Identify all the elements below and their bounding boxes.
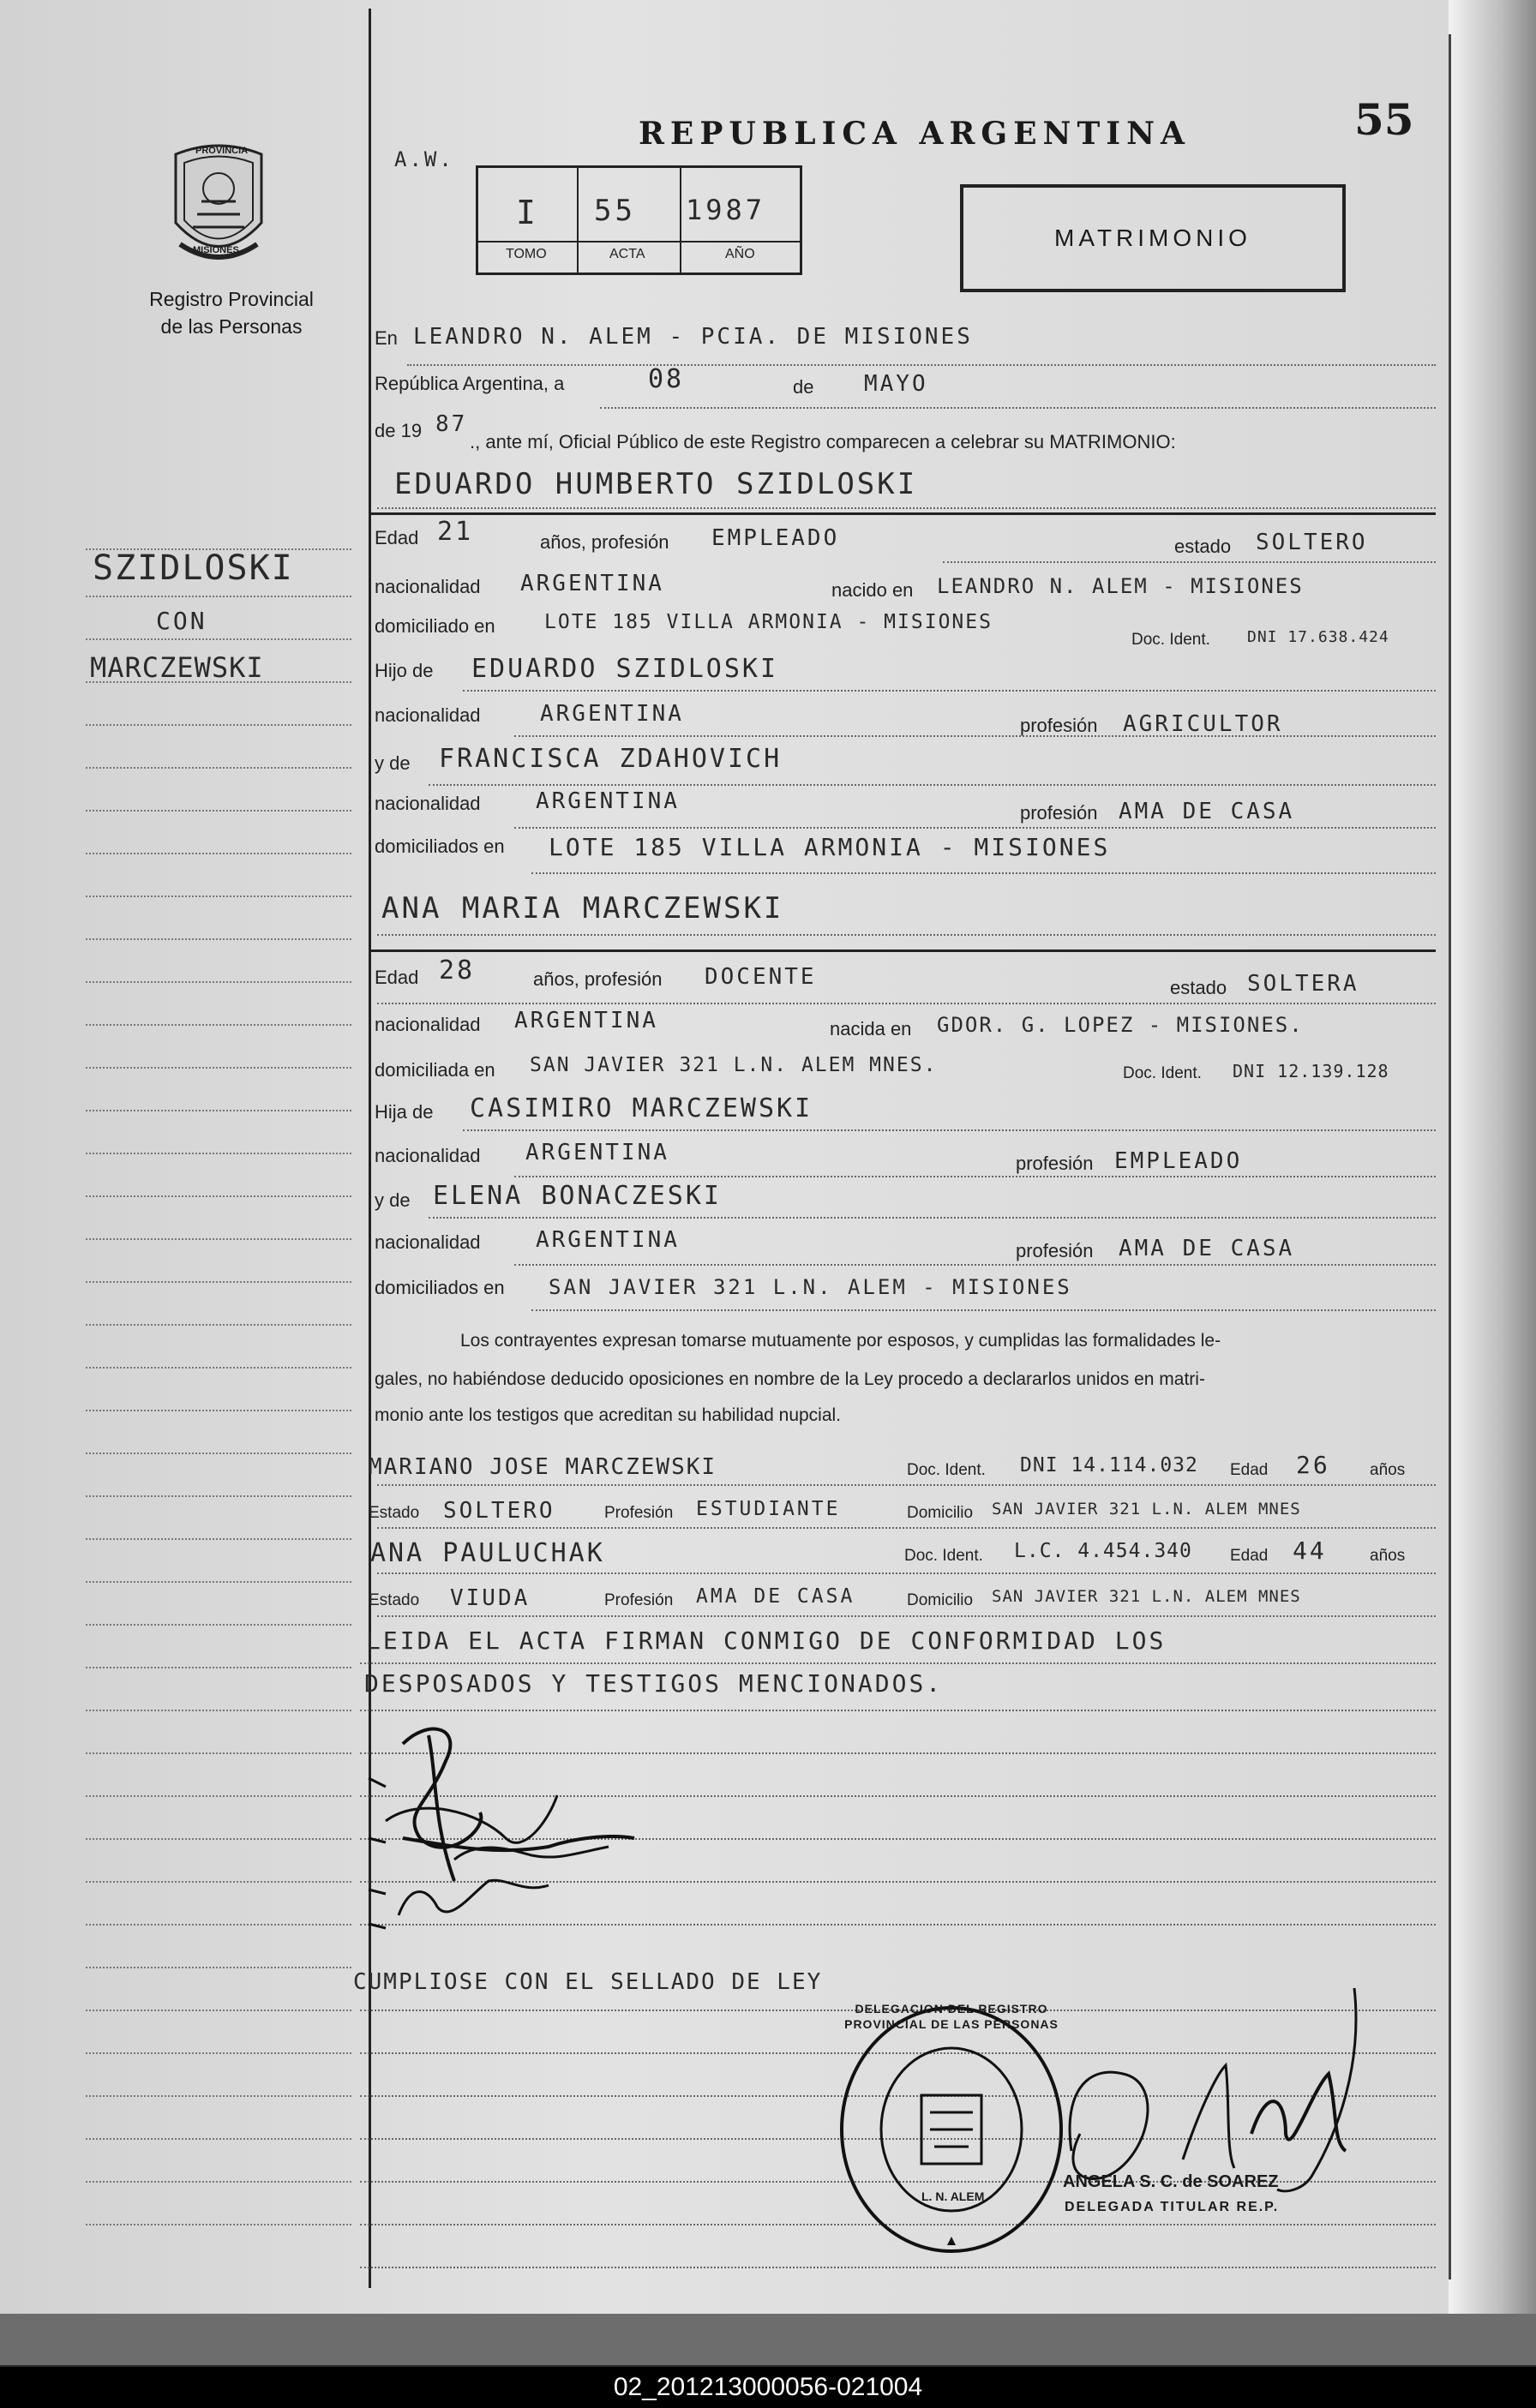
witness-2-prof-label: Profesión (604, 1591, 674, 1609)
groom-section-rule (371, 512, 1436, 515)
acta-value: 55 (594, 194, 636, 228)
groom-civil-status: SOLTERO (1256, 530, 1368, 555)
bride-parents-address: SAN JAVIER 321 L.N. ALEM - MISIONES (549, 1275, 1072, 1299)
bride-mother-yde-label: y de (375, 1189, 411, 1211)
groom-father-prof-label: profesión (1020, 715, 1098, 736)
intro-de-label: de (793, 376, 814, 398)
witness-1-address: SAN JAVIER 321 L.N. ALEM MNES (992, 1500, 1301, 1518)
witness-2-profession: AMA DE CASA (696, 1585, 855, 1608)
witness-2-name: ANA PAULUCHAK (370, 1538, 605, 1568)
ano-value: 1987 (686, 194, 766, 226)
closing-line-1: LEIDA EL ACTA FIRMAN CONMIGO DE CONFORMIDAD LOS (366, 1626, 1167, 1655)
groom-mother-profession: AMA DE CASA (1119, 799, 1295, 824)
bride-mother-profession: AMA DE CASA (1119, 1236, 1295, 1261)
witness-1-name: MARIANO JOSE MARCZEWSKI (369, 1454, 717, 1480)
bride-name: ANA MARIA MARCZEWSKI (381, 891, 784, 925)
bride-doc-label: Doc. Ident. (1123, 1064, 1202, 1082)
witness-2-doc-label: Doc. Ident. (904, 1547, 983, 1565)
witness-1-anos-label: años (1370, 1461, 1406, 1479)
intro-place: LEANDRO N. ALEM - PCIA. DE MISIONES (413, 324, 973, 350)
witness-2-age: 44 (1293, 1536, 1327, 1565)
country-title: REPUBLICA ARGENTINA (639, 116, 1191, 152)
witness-2-estado-label: Estado (369, 1591, 420, 1609)
bride-mother: ELENA BONACZESKI (433, 1181, 722, 1211)
bride-domicile-label: domiciliada en (375, 1059, 495, 1081)
intro-en-label: En (375, 327, 398, 349)
scan-caption: 02_201213000056-021004 (0, 2367, 1536, 2408)
witness-2-anos-label: años (1370, 1547, 1406, 1565)
page-edge (1449, 0, 1536, 2357)
bride-mother-nationality: ARGENTINA (536, 1227, 680, 1253)
margin-connector: CON (156, 607, 207, 635)
bride-father-nationality: ARGENTINA (525, 1140, 669, 1165)
bride-father: CASIMIRO MARCZEWSKI (470, 1093, 813, 1123)
officer-name: ANGELA S. C. de SOAREZ (1063, 2172, 1279, 2191)
sealed-statement: CUMPLIOSE CON EL SELLADO DE LEY (353, 1969, 823, 1995)
groom-hijo-label: Hijo de (375, 660, 434, 681)
bride-profession: DOCENTE (705, 964, 817, 990)
bride-hija-label: Hija de (375, 1101, 434, 1123)
officer-title: DELEGADA TITULAR RE.P. (1065, 2200, 1280, 2214)
groom-father-profession: AGRICULTOR (1123, 711, 1283, 737)
tomo-label: TOMO (506, 247, 547, 261)
bride-age: 28 (439, 955, 476, 985)
intro-month: MAYO (864, 371, 928, 397)
page-number: 55 (1354, 94, 1414, 145)
groom-father-nat-label: nacionalidad (375, 704, 481, 726)
bride-mother-nat-label: nacionalidad (375, 1231, 481, 1253)
seal-bottom-text: MISIONES (193, 245, 239, 255)
bride-address: SAN JAVIER 321 L.N. ALEM MNES. (530, 1054, 938, 1076)
groom-father: EDUARDO SZIDLOSKI (471, 654, 779, 684)
ano-label: AÑO (725, 247, 755, 261)
groom-anos-label: años, profesión (540, 531, 669, 553)
bride-mother-prof-label: profesión (1016, 1240, 1094, 1261)
registry-name-line1: Registro Provincial (149, 288, 314, 310)
bride-edad-label: Edad (375, 967, 419, 988)
witness-2-dom-label: Domicilio (907, 1591, 974, 1609)
year-prefix: de 19 (375, 420, 423, 441)
closing-line-2: DESPOSADOS Y TESTIGOS MENCIONADOS. (364, 1669, 944, 1698)
groom-address: LOTE 185 VILLA ARMONIA - MISIONES (544, 611, 993, 633)
margin-surname-1: SZIDLOSKI (93, 548, 294, 588)
groom-estado-label: estado (1174, 536, 1232, 557)
seal-top-text: PROVINCIA (195, 146, 249, 156)
witness-1-civil-status: SOLTERO (443, 1498, 555, 1524)
groom-nacido-label: nacido en (831, 579, 914, 601)
witness-1-profession: ESTUDIANTE (696, 1498, 841, 1520)
acta-label: ACTA (609, 247, 645, 261)
groom-edad-label: Edad (375, 527, 419, 548)
groom-parents-address: LOTE 185 VILLA ARMONIA - MISIONES (549, 833, 1111, 861)
document-type-box (960, 184, 1346, 292)
bride-section-rule (371, 949, 1436, 952)
stamp-ring-text: DELEGACION DEL REGISTRO PROVINCIAL DE LAS PERSONAS (844, 2002, 1059, 2031)
witness-1-estado-label: Estado (369, 1504, 420, 1522)
witness-1-doc-label: Doc. Ident. (907, 1461, 986, 1479)
groom-nationality-label: nacionalidad (375, 576, 481, 597)
witness-1-edad-label: Edad (1230, 1461, 1269, 1479)
republica-label: República Argentina, a (375, 373, 565, 394)
registry-stamp (836, 2001, 1067, 2262)
bride-civil-status: SOLTERA (1247, 971, 1359, 997)
witness-1-age: 26 (1296, 1451, 1330, 1479)
witness-2-address: SAN JAVIER 321 L.N. ALEM MNES (992, 1587, 1301, 1606)
groom-mother-prof-label: profesión (1020, 802, 1098, 824)
groom-doc-label: Doc. Ident. (1131, 631, 1210, 649)
scan-bottom-strip (0, 2314, 1536, 2365)
stamp-inner-text: L. N. ALEM (921, 2189, 985, 2203)
groom-nationality: ARGENTINA (520, 571, 664, 596)
bride-anos-label: años, profesión (533, 968, 663, 990)
right-margin-rule (1449, 34, 1451, 2279)
groom-mother-nat-label: nacionalidad (375, 793, 481, 814)
intro-text: ., ante mí, Oficial Público de este Registro comparecen a celebrar su MATRIMONIO: (470, 431, 1176, 452)
registry-name-line2: de las Personas (160, 315, 303, 338)
groom-parents-dom-label: domiciliados en (375, 836, 505, 857)
declaration-line-2: gales, no habiéndose deducido oposiciones en nombre de la Ley procedo a declararlos unidos en matri- (375, 1369, 1205, 1389)
declaration-line-3: monio ante los testigos que acreditan su habilidad nupcial. (375, 1405, 842, 1425)
witness-2-edad-label: Edad (1230, 1547, 1269, 1565)
intro-day: 08 (648, 364, 685, 394)
groom-birthplace: LEANDRO N. ALEM - MISIONES (937, 574, 1304, 598)
tomo-value: I (516, 194, 539, 231)
bride-father-nat-label: nacionalidad (375, 1145, 481, 1166)
witness-2-civil-status: VIUDA (450, 1585, 531, 1611)
groom-age: 21 (437, 517, 474, 547)
signatures-image (351, 1710, 780, 1971)
witness-2-doc: L.C. 4.454.340 (1014, 1540, 1192, 1562)
bride-nationality: ARGENTINA (514, 1008, 658, 1033)
witness-1-doc: DNI 14.114.032 (1020, 1454, 1198, 1477)
document-type: MATRIMONIO (1054, 225, 1251, 251)
margin-surname-2: MARCZEWSKI (90, 651, 264, 684)
groom-name: EDUARDO HUMBERTO SZIDLOSKI (394, 467, 918, 501)
groom-profession: EMPLEADO (711, 525, 840, 551)
bride-nacida-label: nacida en (830, 1018, 912, 1039)
bride-parents-dom-label: domiciliados en (375, 1277, 505, 1298)
groom-mother-nationality: ARGENTINA (536, 788, 680, 814)
groom-doc-number: DNI 17.638.424 (1247, 628, 1389, 646)
groom-mother: FRANCISCA ZDAHOVICH (439, 744, 783, 774)
initials: A.W. (394, 147, 454, 171)
bride-father-prof-label: profesión (1016, 1153, 1094, 1174)
bride-estado-label: estado (1170, 977, 1227, 998)
witness-1-prof-label: Profesión (604, 1504, 674, 1522)
bride-nationality-label: nacionalidad (375, 1014, 481, 1035)
bride-birthplace: GDOR. G. LOPEZ - MISIONES. (937, 1013, 1304, 1037)
bride-doc-number: DNI 12.139.128 (1233, 1061, 1389, 1081)
year-suffix: 87 (435, 411, 468, 437)
groom-mother-yde-label: y de (375, 752, 411, 774)
record-box (476, 165, 802, 275)
declaration-line-1: Los contrayentes expresan tomarse mutuamente por esposos, y cumplidas las formalidades le- (460, 1331, 1221, 1351)
bride-father-profession: EMPLEADO (1114, 1148, 1243, 1174)
registry-name (120, 285, 343, 340)
witness-1-dom-label: Domicilio (907, 1504, 974, 1522)
groom-father-nationality: ARGENTINA (540, 701, 684, 727)
groom-domicile-label: domiciliado en (375, 615, 495, 637)
